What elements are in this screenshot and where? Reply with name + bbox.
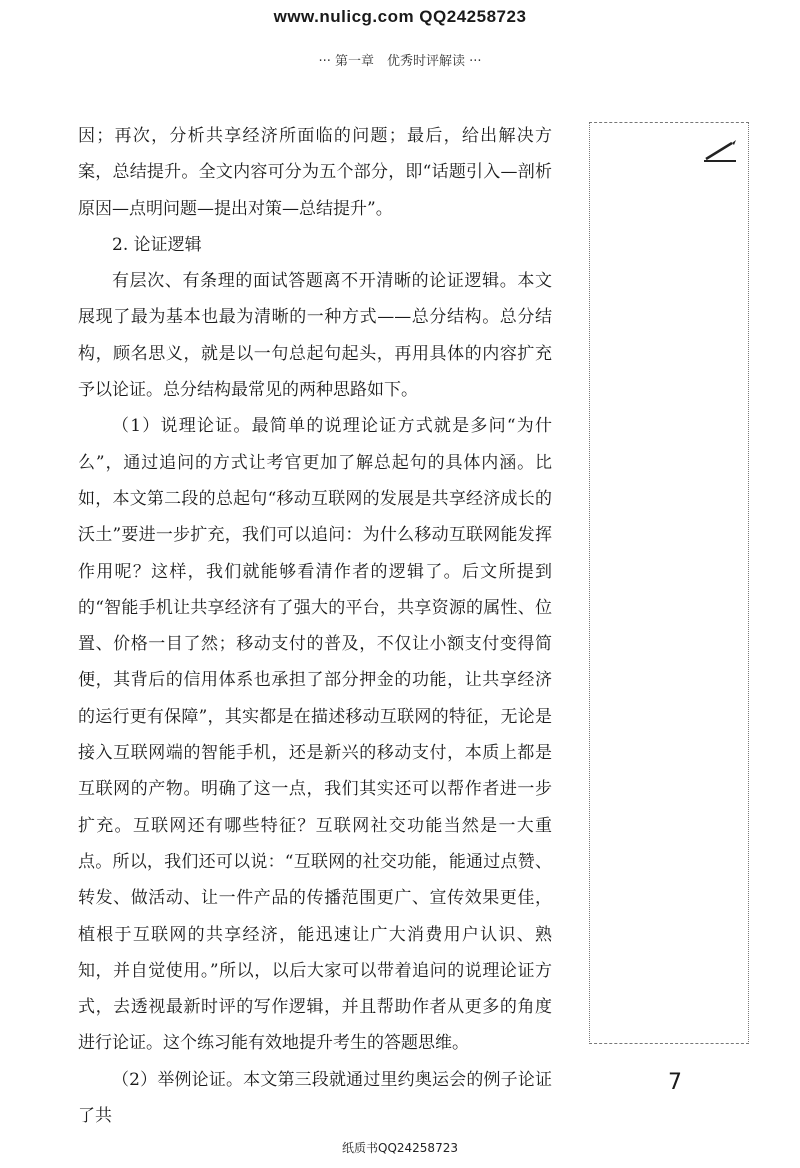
paragraph: （1）说理论证。最简单的说理论证方式就是多问“为什么”，通过追问的方式让考官更加了解总起句的具体内涵。比如，本文第二段的总起句“移动互联网的发展是共享经济成长的沃土”要进一步扩充，我们可以追问：为什么移动互联网能发挥作用呢？这样，我们就能够看清作者的逻辑了。后文所提到的“智能手机让共享经济有了强大的平台，共享资源的属性、位置、价格一目了然；移动支付的普及，不仅让小额支付变得简便，其背后的信用体系也承担了部分押金的功能，让共享经济的运行更有保障”，其实都是在描述移动互联网的特征，无论是接入互联网端的智能手机，还是新兴的移动支付，本质上都是互联网的产物。明确了这一点，我们其实还可以帮作者进一步扩充。互联网还有哪些特征？互联网社交功能当然是一大重点。所以，我们还可以说：“互联网的社交功能，能通过点赞、转发、做活动、让一件产品的传播范围更广、宣传效果更佳，植根于互联网的共享经济，能迅速让广大消费用户认识、熟知，并自觉使用。”所以，以后大家可以带着追问的说理论证方式，去透视最新时评的写作逻辑，并且帮助作者从更多的角度进行论证。这个练习能有效地提升考生的答题思维。 — [78, 416, 552, 1054]
section-heading: 2. 论证逻辑 — [112, 234, 202, 255]
chapter-header: ··· 第一章 优秀时评解读 ··· — [318, 54, 482, 69]
bottom-banner: 纸质书QQ24258723 — [342, 1141, 458, 1155]
page-number: 7 — [668, 1070, 682, 1095]
notes-margin-box — [589, 122, 749, 1044]
paragraph: 有层次、有条理的面试答题离不开清晰的论证逻辑。本文展现了最为基本也最为清晰的一种方式——总分结构。总分结构，顾名思义，就是以一句总起句起头，再用具体的内容扩充予以论证。总分结构最常见的两种思路如下。 — [78, 271, 552, 401]
main-text — [78, 118, 552, 1134]
top-banner: www.nulicg.com QQ24258723 — [273, 7, 527, 26]
paragraph: 因；再次，分析共享经济所面临的问题；最后，给出解决方案，总结提升。全文内容可分为五个部分，即“话题引入—剖析原因—点明问题—提出对策—总结提升”。 — [78, 126, 552, 219]
pen-icon — [702, 137, 738, 167]
paragraph: （2）举例论证。本文第三段就通过里约奥运会的例子论证了共 — [78, 1069, 552, 1127]
